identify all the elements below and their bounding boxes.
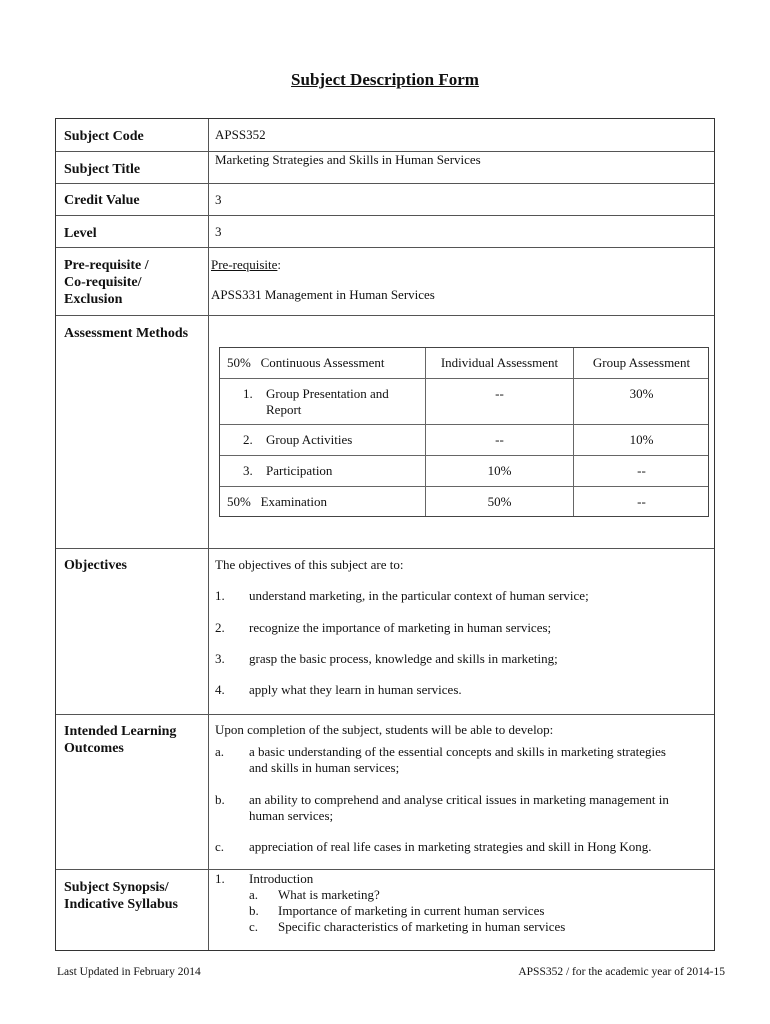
level-value: 3 [215,224,222,239]
prerequisite-heading-text: Pre-requisite [211,257,278,272]
assessment-item-name: Participation [266,463,333,478]
examination-name: 50% Examination [227,494,328,509]
syllabus-subitem-text: Specific characteristics of marketing in human services [278,919,566,934]
ilo-text: appreciation of real life cases in marketing strategies and skill in Hong Kong. [249,839,652,854]
syllabus-topic-heading: Introduction [249,871,314,886]
prerequisite-heading [211,257,281,273]
assessment-item-group: -- [637,463,646,478]
ilo-letter: a. [215,744,225,759]
assessment-item-name: Group Activities [266,432,353,447]
objective-number: 4. [215,682,225,697]
syllabus-subitem-text: What is marketing? [278,887,380,902]
credit-value-value: 3 [215,192,222,207]
assessment-methods-label: Assessment Methods [64,326,189,341]
assessment-item-name-line: Report [266,402,302,417]
assessment-item-number: 3. [243,463,253,478]
syllabus-subitem-letter: c. [249,919,259,934]
objective-number: 1. [215,588,225,603]
ilo-text-line: a basic understanding of the essential concepts and skills in marketing strategies [249,744,666,759]
assessment-item-number: 2. [243,432,253,447]
assessment-item-individual: -- [495,432,504,447]
subject-title-label: Subject Title [64,162,141,177]
ilo-intro: Upon completion of the subject, students will be able to develop: [215,722,554,737]
assessment-item-group: 10% [629,432,654,447]
row-divider [56,247,714,248]
ilo-text-line: an ability to comprehend and analyse critical issues in marketing management in [249,792,669,807]
assessment-item-number: 1. [243,386,253,401]
exclusion-label-line: Exclusion [64,292,123,307]
ilo-text-line: and skills in human services; [249,760,400,775]
ilo-letter: b. [215,792,225,807]
ilo-text [249,744,666,776]
ilo-letter: c. [215,839,225,854]
examination-individual: 50% [487,494,512,509]
prerequisite-label [64,257,149,308]
subject-code-label: Subject Code [64,129,144,144]
corequisite-label-line: Co-requisite/ [64,275,142,290]
column-divider [208,119,209,950]
credit-value-label: Credit Value [64,193,140,208]
syllabus-subitem-text: Importance of marketing in current human services [278,903,545,918]
objective-text: apply what they learn in human services. [249,682,462,697]
footer-academic-year: APSS352 / for the academic year of 2014-15 [518,966,725,978]
synopsis-label-line: Indicative Syllabus [64,897,178,912]
prerequisite-label-line: Pre-requisite / [64,258,149,273]
assessment-item-name-line: Group Presentation and [266,386,389,401]
footer-last-updated: Last Updated in February 2014 [57,966,201,978]
row-divider [56,869,714,870]
form-title: Subject Description Form [291,70,479,89]
assessment-item-name [266,386,389,418]
syllabus-topic-number: 1. [215,871,225,886]
examination-group: -- [637,494,646,509]
ilo-label-line: Intended Learning [64,724,177,739]
ilo-label-line: Outcomes [64,741,124,756]
objective-text: understand marketing, in the particular context of human service; [249,588,589,603]
row-divider [220,486,708,487]
objective-text: grasp the basic process, knowledge and skills in marketing; [249,651,558,666]
syllabus-subitem-letter: a. [249,887,259,902]
objectives-intro: The objectives of this subject are to: [215,557,404,572]
assessment-item-individual: -- [495,386,504,401]
individual-assessment-header: Individual Assessment [440,355,559,370]
synopsis-label-line: Subject Synopsis/ [64,880,169,895]
synopsis-label [64,879,178,913]
objective-number: 2. [215,620,225,635]
syllabus-subitem-letter: b. [249,903,259,918]
row-divider [56,548,714,549]
row-divider [220,424,708,425]
group-assessment-header: Group Assessment [592,355,691,370]
level-label: Level [64,226,97,241]
assessment-item-group: 30% [629,386,654,401]
row-divider [220,378,708,379]
ilo-text [249,792,669,824]
objective-number: 3. [215,651,225,666]
row-divider [56,183,714,184]
prerequisite-value: APSS331 Management in Human Services [211,287,435,302]
ilo-text-line: human services; [249,808,334,823]
prerequisite-heading-colon: : [277,257,282,272]
subject-description-table [55,118,715,951]
row-divider [220,455,708,456]
subject-code-value: APSS352 [215,127,266,142]
row-divider [56,714,714,715]
objectives-label: Objectives [64,558,127,573]
assessment-item-individual: 10% [487,463,512,478]
assessment-table [219,347,709,517]
row-divider [56,215,714,216]
continuous-assessment-header: 50% Continuous Assessment [227,355,385,370]
ilo-label [64,723,176,757]
row-divider [56,315,714,316]
subject-title-value: Marketing Strategies and Skills in Human Services [215,152,481,167]
objective-text: recognize the importance of marketing in human services; [249,620,552,635]
